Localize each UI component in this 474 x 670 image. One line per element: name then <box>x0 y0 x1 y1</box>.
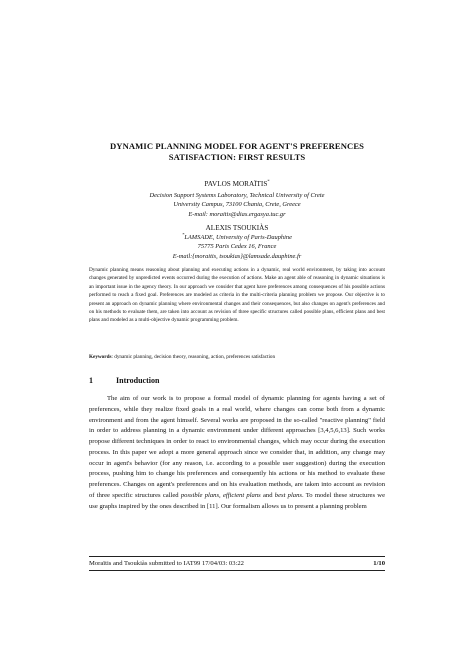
author-1-mark: * <box>267 178 270 184</box>
author-2-affiliation <box>60 233 414 261</box>
section-heading <box>89 376 159 385</box>
affil-2-line-1: *LAMSADE, University of Paris-Dauphine <box>182 231 292 241</box>
title-line-1: DYNAMIC PLANNING MODEL FOR AGENT'S PREFERENCES <box>109 141 365 151</box>
term-efficient-plans: efficient plans <box>222 491 261 499</box>
author-2-mark: * <box>182 231 185 237</box>
section-number: 1 <box>89 376 93 385</box>
term-best-plans: best plans <box>274 491 302 499</box>
page-footer <box>89 559 385 568</box>
affil-1-line-2: University Campus, 73100 Chania, Crete, Greece <box>173 201 301 209</box>
affil-2-line-2: 75775 Paris Cedex 16, France <box>197 243 277 251</box>
term-possible-plans: possible plans <box>180 491 220 499</box>
keywords-text: : dynamic planning, decision theory, reasoning, action, preferences satisfaction <box>111 354 276 360</box>
introduction-paragraph: The aim of our work is to propose a formal model of dynamic planning for agents having a set of preferences, while they realize fixed goals in a real world, where changes can come both from a dynamic environment and from the agent himself. Several works are proposed in the so-called "reactive planning" field in order to address planning in a dynamic environment under different approaches [3,4,5,6,13]. Such works propose different techniques in order to react to environmental changes, which may occur during the execution process. In this paper we adopt a more general approach since we consider that, in addition, any change may occur in agent's behavior (for any reason, i.e. according to a possible user suggestion) during the execution process, pushing him to change his preferences and consequently his actions or his method to evaluate these preferences. Changes on agent's preferences and on his evaluation methods, are taken into account as revision of three specific structures called possible plans, efficient plans and best plans. To model these structures we use graphs inspired by the ones described in [11]. Our formalism allows us to present a planning problem <box>89 395 385 510</box>
page-number: 1/10 <box>373 560 385 567</box>
author-1-name: PAVLOS MORAÏTIS* <box>204 178 270 188</box>
author-2-name: ALEXIS TSOUKIÀS <box>205 224 269 232</box>
footer-rule-top <box>89 556 385 557</box>
author-1-affiliation <box>60 191 414 219</box>
footer-rule-bottom <box>89 570 385 571</box>
section-title: Introduction <box>116 376 160 385</box>
paper-title <box>60 141 414 163</box>
affil-1-line-1: Decision Support Systems Laboratory, Technical University of Crete <box>149 192 325 199</box>
affil-1-line-3: E-mail: moraitis@dias.ergasya.tuc.gr <box>188 210 286 218</box>
affil-2-line-3: E-mail:{moraitis, tsoukias}@lamsade.dauphine.fr <box>172 252 302 260</box>
abstract: Dynamic planning means reasoning about planning and executing actions in a dynamic, real world environment, by taking into account changes generated by unpredicted events occurred during the execution of actions. Make an agent able of reasoning in dynamic situations is an important issue in the agency theory. In our approach we consider that agent have preferences among consequences of his possible actions performed to reach a fixed goal. Preferences are modeled as criteria in the multi-criteria planning problem we propose. Our objective is to present an approach on dynamic planning where environmental changes and their consequences, but also changes on agent's preferences and on his methods to evaluate them, are taken into account as revision of three specific structures called possible plans, efficient plans and best plans and modeled as a multi-objective dynamic programming problem. <box>89 267 385 324</box>
keywords-label: Keywords <box>89 354 112 360</box>
title-line-2: SATISFACTION: FIRST RESULTS <box>168 152 306 162</box>
footer-citation: Moraïtis and Tsoukiàs submitted to IAT99 17/04/03: 03:22 <box>89 560 244 567</box>
keywords <box>89 353 385 361</box>
